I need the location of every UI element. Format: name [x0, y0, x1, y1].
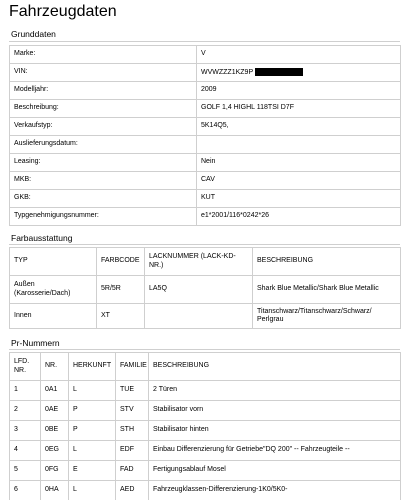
table-cell: Innen [10, 304, 97, 329]
table-row [10, 46, 401, 64]
field-label: Auslieferungsdatum: [10, 136, 197, 154]
table-cell: 1 [10, 381, 41, 401]
vin-value: WVWZZZ1KZ9P [201, 68, 254, 76]
table-cell: Einbau Differenzierung für Getriebe"DQ 200" -- Fahrzeugteile -- [149, 441, 401, 461]
table-row [10, 276, 401, 304]
table-row [10, 461, 401, 481]
table-cell: 0A1 [41, 381, 69, 401]
section-title-pr-nummern: Pr-Nummern [11, 338, 60, 348]
table-row [10, 64, 401, 82]
table-cell: STH [116, 421, 149, 441]
table-cell: 5R/5R [97, 276, 145, 304]
table-cell: 0EG [41, 441, 69, 461]
field-label: MKB: [10, 172, 197, 190]
table-row [10, 100, 401, 118]
field-label: Verkaufstyp: [10, 118, 197, 136]
table-row [10, 136, 401, 154]
farbausstattung-table [9, 247, 401, 329]
table-cell: Außen (Karosserie/Dach) [10, 276, 97, 304]
table-cell: 2 [10, 401, 41, 421]
column-header: HERKUNFT [69, 353, 116, 381]
field-value: V [197, 46, 401, 64]
table-row [10, 401, 401, 421]
table-cell: L [69, 381, 116, 401]
column-header: BESCHREIBUNG [149, 353, 401, 381]
table-row [10, 190, 401, 208]
field-value: GOLF 1,4 HIGHL 118TSI D7F [197, 100, 401, 118]
grunddaten-table [9, 45, 401, 226]
field-value: KUT [197, 190, 401, 208]
section-title-farbausstattung: Farbausstattung [11, 233, 73, 243]
table-cell: L [69, 481, 116, 500]
field-label: Typgenehmigungsnummer: [10, 208, 197, 226]
section-divider [9, 349, 400, 350]
column-header: FAMILIE [116, 353, 149, 381]
table-header-row [10, 248, 401, 276]
table-cell: 3 [10, 421, 41, 441]
table-cell: LA5Q [145, 276, 253, 304]
table-row [10, 381, 401, 401]
field-label: GKB: [10, 190, 197, 208]
table-cell: P [69, 401, 116, 421]
table-cell: 0AE [41, 401, 69, 421]
table-cell: 5 [10, 461, 41, 481]
table-cell: 4 [10, 441, 41, 461]
table-cell: Fertigungsablauf Mosel [149, 461, 401, 481]
table-cell: L [69, 441, 116, 461]
table-row [10, 441, 401, 461]
table-cell [145, 304, 253, 329]
table-cell: STV [116, 401, 149, 421]
column-header: FARBCODE [97, 248, 145, 276]
pr-nummern-table [9, 352, 401, 500]
table-row [10, 208, 401, 226]
redaction-bar [255, 68, 303, 76]
table-header-row [10, 353, 401, 381]
table-cell: XT [97, 304, 145, 329]
table-row [10, 421, 401, 441]
field-label: Modelljahr: [10, 82, 197, 100]
table-row [10, 481, 401, 500]
table-cell: P [69, 421, 116, 441]
table-row [10, 154, 401, 172]
table-cell: EDF [116, 441, 149, 461]
table-cell: Fahrzeugklassen-Differenzierung-1K0/5K0- [149, 481, 401, 500]
table-cell: E [69, 461, 116, 481]
field-value: 2009 [197, 82, 401, 100]
table-cell: AED [116, 481, 149, 500]
table-row [10, 118, 401, 136]
section-divider [9, 41, 400, 42]
page-title: Fahrzeugdaten [9, 3, 117, 20]
table-row [10, 82, 401, 100]
table-cell: Stabilisator vorn [149, 401, 401, 421]
table-cell: FAD [116, 461, 149, 481]
section-divider [9, 244, 400, 245]
field-value: CAV [197, 172, 401, 190]
column-header: NR. [41, 353, 69, 381]
table-cell: Titanschwarz/Titanschwarz/Schwarz/ Perlgrau [253, 304, 401, 329]
table-cell: TUE [116, 381, 149, 401]
table-cell: 0BE [41, 421, 69, 441]
table-cell: 0HA [41, 481, 69, 500]
column-header: TYP [10, 248, 97, 276]
field-value: Nein [197, 154, 401, 172]
field-value: 5K14Q5, [197, 118, 401, 136]
column-header: LACKNUMMER (LACK-KD-NR.) [145, 248, 253, 276]
field-label: Beschreibung: [10, 100, 197, 118]
table-cell: 2 Türen [149, 381, 401, 401]
table-row [10, 304, 401, 329]
table-cell: 0FG [41, 461, 69, 481]
table-row [10, 172, 401, 190]
field-label: Marke: [10, 46, 197, 64]
field-value: e1*2001/116*0242*26 [197, 208, 401, 226]
field-value [197, 136, 401, 154]
column-header: LFD. NR. [10, 353, 41, 381]
table-cell: Shark Blue Metallic/Shark Blue Metallic [253, 276, 401, 304]
table-cell: Stabilisator hinten [149, 421, 401, 441]
field-label: VIN: [10, 64, 197, 82]
section-title-grunddaten: Grunddaten [11, 29, 56, 39]
table-cell: 6 [10, 481, 41, 500]
column-header: BESCHREIBUNG [253, 248, 401, 276]
field-value-vin [197, 64, 401, 82]
field-label: Leasing: [10, 154, 197, 172]
